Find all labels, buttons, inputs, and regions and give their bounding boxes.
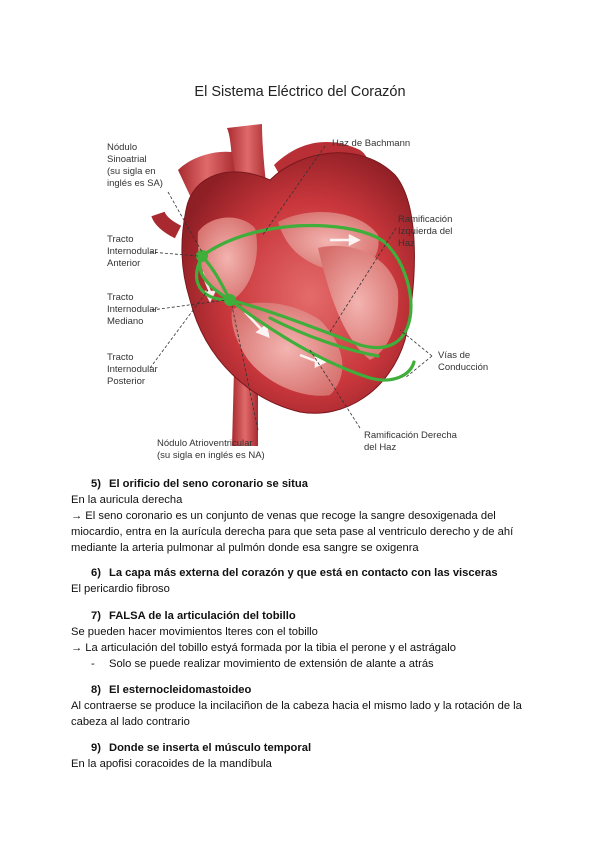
question-7	[71, 608, 541, 672]
question-number: 9)	[91, 742, 101, 754]
question-heading	[71, 476, 541, 492]
answer-line: El pericardio fibroso	[71, 583, 170, 595]
question-text: El orificio del seno coronario se situa	[109, 478, 308, 490]
question-text: La capa más externa del corazón y que está en contacto con las visceras	[109, 567, 498, 579]
label-av-node: Nódulo Atrioventricular (su sigla en inglés es NA)	[157, 438, 265, 461]
question-number: 5)	[91, 478, 101, 490]
question-text: FALSA de la articulación del tobillo	[109, 610, 296, 622]
answer-line: Se pueden hacer movimientos lteres con el tobillo	[71, 626, 318, 638]
label-pathways: Vías de Conducción	[438, 350, 489, 373]
question-text: Donde se inserta el músculo temporal	[109, 742, 312, 754]
answer-bullet	[71, 656, 541, 672]
question-number: 8)	[91, 684, 101, 696]
answer-line: miocardio, entra en la aurícula derecha para que seta pase al ventriculo derecho y de ahí	[71, 526, 514, 538]
question-heading	[71, 740, 541, 756]
question-9	[71, 740, 541, 772]
answer-line: Al contraerse se produce la incilaciñon de la cabeza hacia el mismo lado y la rotación de la	[71, 700, 522, 712]
question-number: 7)	[91, 610, 101, 622]
question-8	[71, 682, 541, 730]
bullet-dash: -	[91, 658, 95, 670]
label-posterior-tract: Tracto Internodular Posterior	[107, 352, 158, 387]
question-heading	[71, 682, 541, 698]
question-5	[71, 476, 541, 556]
question-text: El esternocleidomastoideo	[109, 684, 252, 696]
label-left-branch: Ramificación Izquierda del Haz	[398, 214, 453, 249]
label-bachmann: Haz de Bachmann	[332, 138, 411, 149]
label-right-branch: Ramificación Derecha del Haz	[364, 430, 457, 453]
question-number: 6)	[91, 567, 101, 579]
label-anterior-tract: Tracto Internodular Anterior	[107, 234, 158, 269]
label-sa-node: Nódulo Sinoatrial (su sigla en inglés es SA)	[107, 142, 163, 189]
answer-line: cabeza al lado contrario	[71, 716, 190, 728]
answer-line: En la auricula derecha	[71, 494, 183, 506]
figure-title: El Sistema Eléctrico del Corazón	[194, 84, 406, 100]
question-heading	[71, 608, 541, 624]
answer-line: → La articulación del tobillo estyá formada por la tibia el perone y el astrágalo	[71, 642, 456, 654]
answer-line: En la apofisi coracoides de la mandíbula	[71, 758, 272, 770]
answer-line: → El seno coronario es un conjunto de venas que recoge la sangre desoxigenada del	[71, 510, 496, 522]
answer-line: mediante la arteria pulmonar al pulmón donde esa sangre se oxigenra	[71, 542, 419, 554]
question-heading	[71, 565, 541, 581]
bullet-text: Solo se puede realizar movimiento de extensión de alante a atrás	[109, 658, 434, 670]
label-middle-tract: Tracto Internodular Mediano	[107, 292, 158, 327]
question-6	[71, 565, 541, 597]
